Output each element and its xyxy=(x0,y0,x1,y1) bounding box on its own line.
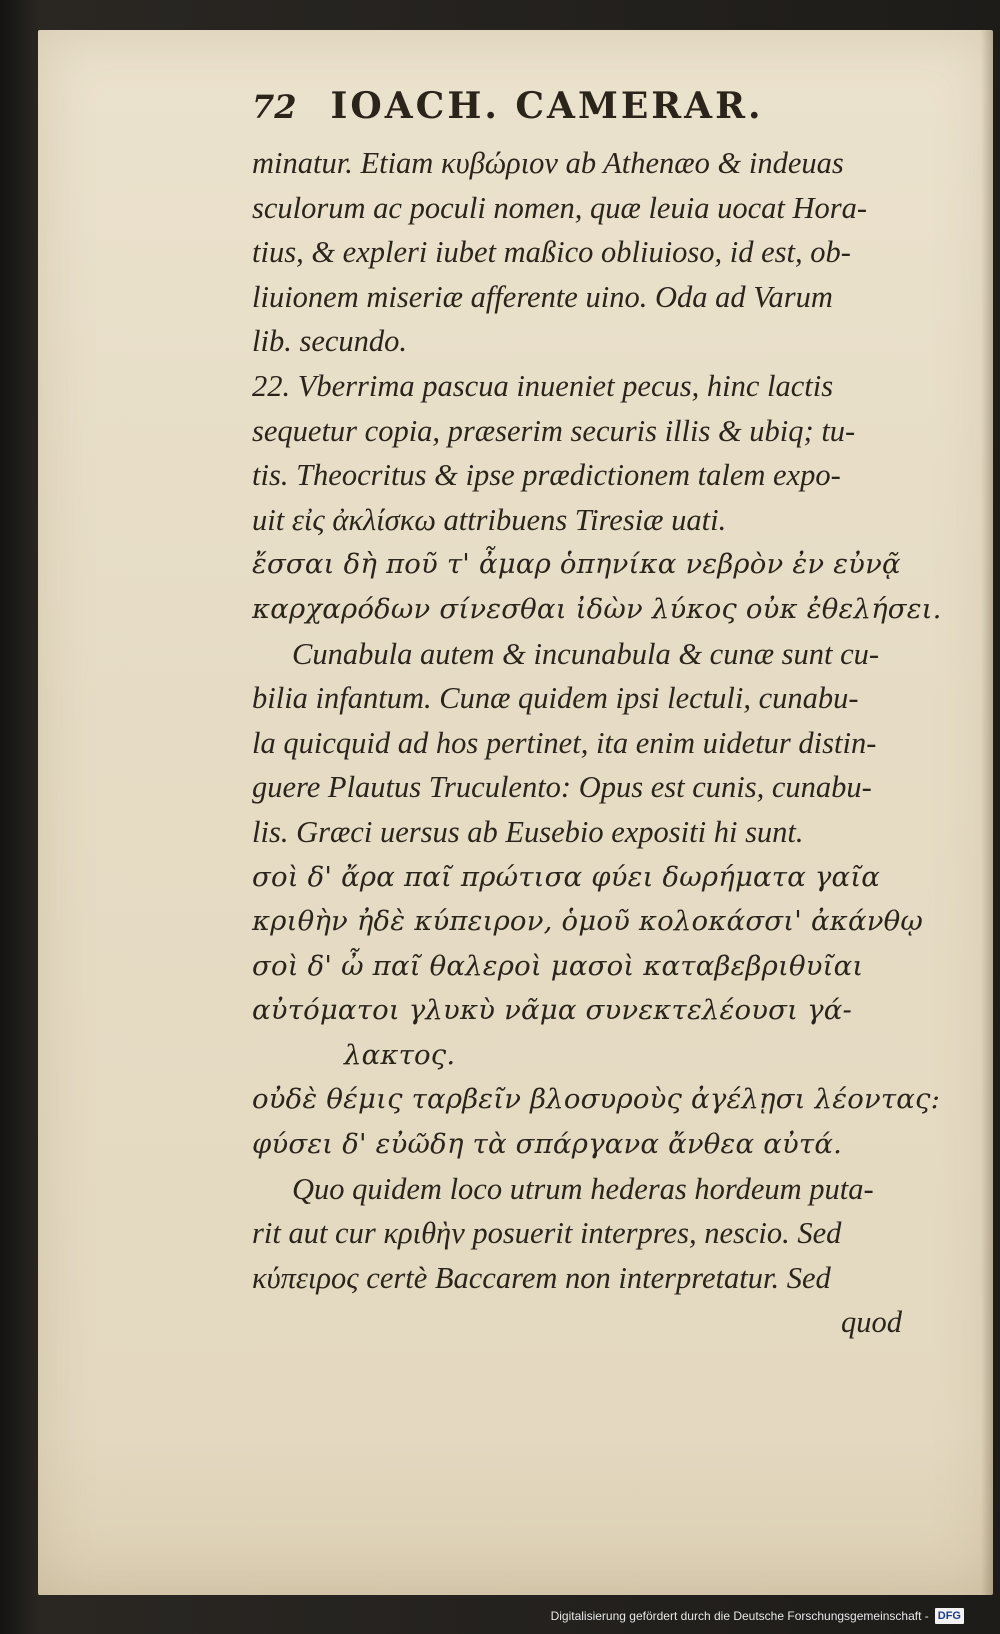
text-line: lib. secundo. xyxy=(252,324,408,359)
greek-verse-line: καρχαρόδων σίνεσθαι ἰδὼν λύκος οὐκ ἐθελήσει. xyxy=(252,592,942,625)
catchword: quod xyxy=(841,1305,902,1340)
text-line: Cunabula autem & incunabula & cunæ sunt cu- xyxy=(292,636,880,671)
text-line: sculorum ac poculi nomen, quæ leuia uocat Hora- xyxy=(252,190,868,225)
page-edge-shadow xyxy=(981,30,993,1595)
page-number: 72 xyxy=(252,88,297,126)
text-line: tis. Theocritus & ipse prædictionem talem expo- xyxy=(252,458,841,493)
text-line: la quicquid ad hos pertinet, ita enim uidetur distin- xyxy=(252,725,877,760)
greek-verse-line: λακτος. xyxy=(344,1038,456,1071)
page-text xyxy=(222,85,942,1345)
greek-verse-line: κριθὴν ἠδὲ κύπειρον, ὁμοῦ κολοκάσσι' ἀκάνθῳ xyxy=(252,905,924,938)
running-title: IOACH. CAMERAR. xyxy=(330,85,764,127)
text-line: Quo quidem loco utrum hederas hordeum puta- xyxy=(292,1171,874,1206)
paper-stain xyxy=(38,1435,993,1595)
greek-verse-line: φύσει δ' εὐῶδη τὰ σπάργανα ἄνθεα αὐτά. xyxy=(252,1128,843,1161)
greek-verse-line: αὐτόματοι γλυκὺ νᾶμα συνεκτελέουσι γά- xyxy=(252,994,852,1027)
greek-verse-line: ἔσσαι δὴ ποῦ τ' ἆμαρ ὁπηνίκα νεβρὸν ἐν εὐνᾷ xyxy=(252,548,901,581)
text-line: sequetur copia, præserim securis illis & ubiq; tu- xyxy=(252,413,856,448)
text-line: κύπειρος certè Baccarem non interpretatur. Sed xyxy=(252,1260,831,1295)
text-line: tius, & expleri iubet maßico obliuioso, id est, ob- xyxy=(252,235,851,270)
text-line: bilia infantum. Cunæ quidem ipsi lectuli, cunabu- xyxy=(252,681,859,716)
greek-verse-line: σοὶ δ' ὦ παῖ θαλεροὶ μασοὶ καταβεβριθυῖαι xyxy=(252,949,864,982)
text-line: liuionem miseriæ afferente uino. Oda ad Varum xyxy=(252,279,833,314)
dfg-logo: DFG xyxy=(935,1608,964,1624)
greek-verse-line: οὐδὲ θέμις ταρβεῖν βλοσυροὺς ἀγέλῃσι λέοντας: xyxy=(252,1083,941,1116)
text-line: guere Plautus Truculento: Opus est cunis, cunabu- xyxy=(252,770,872,805)
text-line: 22. Vberrima pascua inueniet pecus, hinc lactis xyxy=(252,368,834,403)
credit-text: Digitalisierung gefördert durch die Deutsche Forschungsgemeinschaft - xyxy=(550,1609,929,1623)
text-line: minatur. Etiam κυβώριον ab Athenæo & indeuas xyxy=(252,146,844,180)
text-line: lis. Græci uersus ab Eusebio expositi hi sunt. xyxy=(252,814,804,849)
running-head xyxy=(252,85,902,133)
greek-verse-line: σοὶ δ' ἄρα παῖ πρώτισα φύει δωρήματα γαῖα xyxy=(252,860,881,893)
digitization-credit xyxy=(551,1606,964,1626)
text-line: uit εἰς ἀκλίσκω attribuens Tiresiæ uati. xyxy=(252,502,727,537)
text-line: rit aut cur κριθὴν posuerit interpres, nescio. Sed xyxy=(252,1216,842,1251)
